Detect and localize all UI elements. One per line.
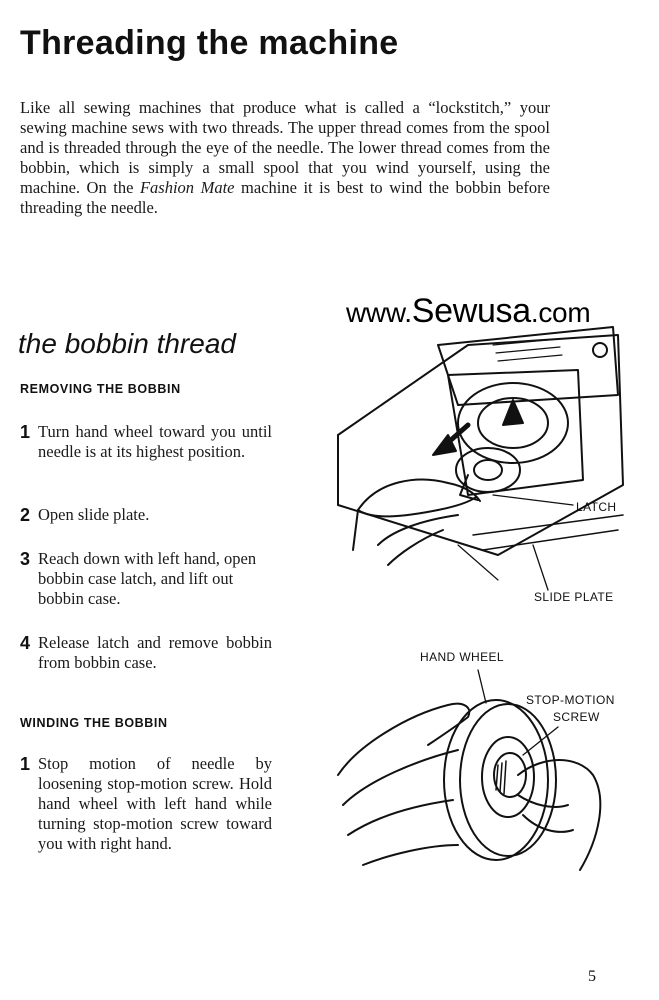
step-number: 1	[20, 754, 31, 774]
removing-step-3	[20, 549, 272, 609]
bobbin-removal-illustration	[318, 305, 653, 610]
step-number: 2	[20, 505, 31, 525]
stop-motion-label-line1: STOP-MOTION	[526, 693, 615, 707]
winding-heading: WINDING THE BOBBIN	[20, 716, 168, 730]
stop-motion-label-line2: SCREW	[553, 710, 600, 724]
latch-label: LATCH	[576, 500, 617, 514]
section-title: the bobbin thread	[18, 328, 236, 359]
step-text: Stop motion of needle by loosening stop-motion screw. Hold hand wheel with left hand while turning stop-motion screw toward you with right hand.	[38, 754, 272, 853]
brand-name: Fashion Mate	[139, 178, 235, 197]
page-number: 5	[588, 968, 596, 985]
step-number: 3	[20, 549, 31, 569]
watermark-suffix: .com	[530, 297, 591, 328]
removing-step-2	[20, 505, 272, 525]
watermark-name: Sewusa	[411, 292, 531, 330]
step-text: Release latch and remove bobbin from bobbin case.	[38, 633, 272, 672]
step-text: Reach down with left hand, open bobbin case latch, and lift out bobbin case.	[38, 549, 257, 608]
step-text: Open slide plate.	[38, 505, 150, 524]
step-number: 4	[20, 633, 31, 653]
intro-paragraph	[20, 98, 550, 218]
removing-step-4	[20, 633, 272, 673]
intro-text-1: Like all sewing machines that produce what is called a “lockstitch,” your sewing machine sews with two threads. The upper thread comes from the spool and is threaded through the eye of the needle. The lower thread comes from the bobbin, which is simply a small spool that you wind yourself, using the machine. On the	[20, 98, 550, 197]
removing-heading: REMOVING THE BOBBIN	[20, 382, 181, 396]
removing-step-1	[20, 422, 272, 462]
intro-text-2: machine it is best to wind the bobbin before threading the needle.	[20, 178, 550, 217]
step-number: 1	[20, 422, 31, 442]
watermark	[346, 292, 590, 331]
hand-wheel-label: HAND WHEEL	[420, 650, 505, 664]
page-title: Threading the machine	[20, 24, 399, 62]
slide-plate-label: SLIDE PLATE	[534, 590, 614, 604]
step-text: Turn hand wheel toward you until needle is at its highest position.	[38, 422, 272, 461]
winding-step-1	[20, 754, 272, 854]
watermark-prefix: www.	[346, 297, 412, 328]
